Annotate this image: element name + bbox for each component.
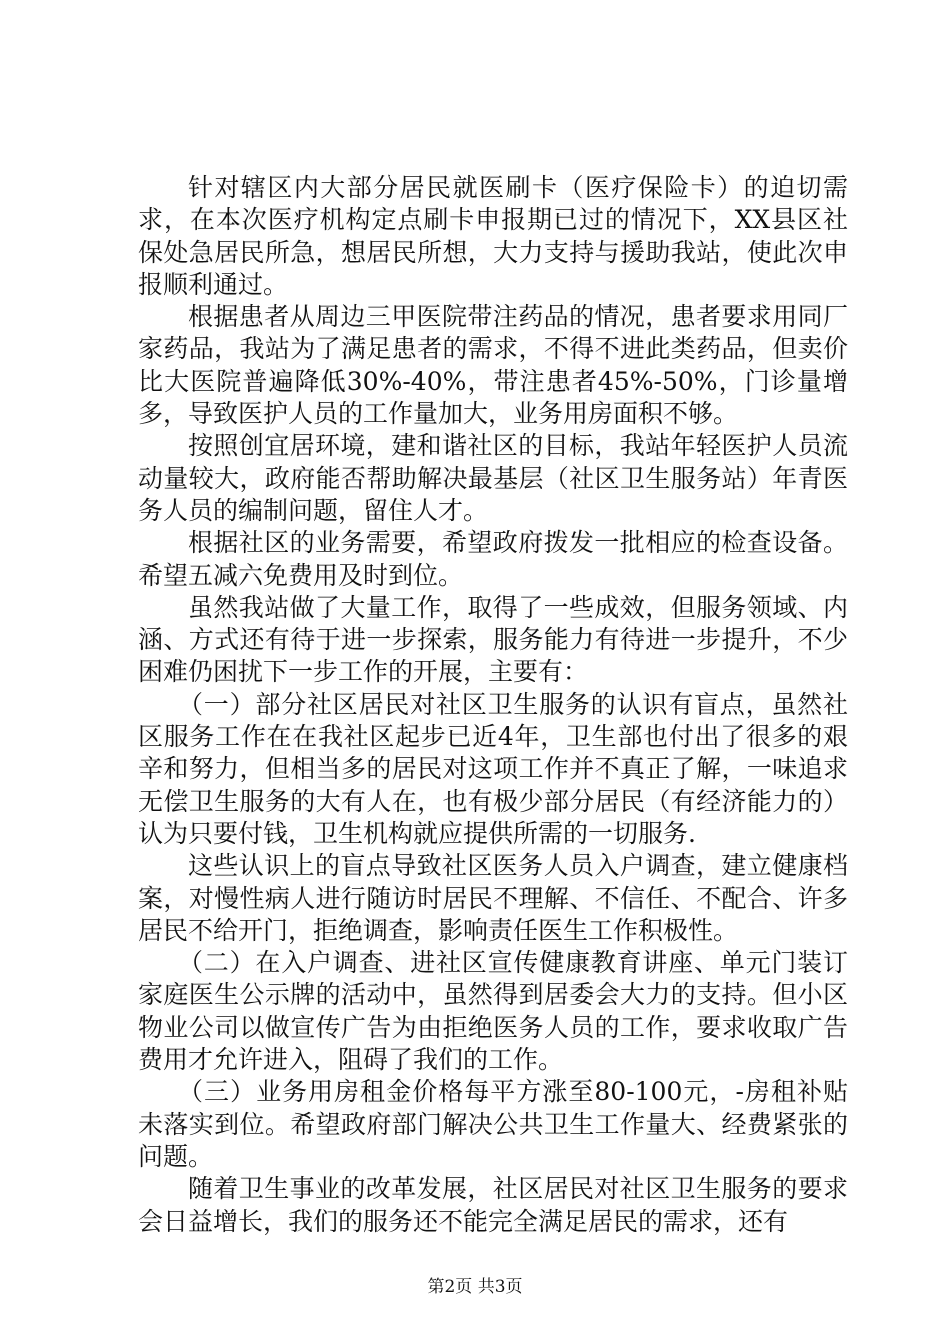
paragraph-drug-supply: 根据患者从周边三甲医院带注药品的情况，患者要求用同厂家药品，我站为了满足患者的需求，不得不进此类药品，但卖价比大医院普遍降低30%-40%，带注患者45%-50%，门诊量增多，导致医护人员的工作量加大，业务用房面积不够。 [138,302,848,429]
page-number-footer: 第2页 共3页 [427,1277,523,1297]
document-body [138,172,848,1238]
paragraph-difficulty-1-impact: 这些认识上的盲点导致社区医务人员入户调查，建立健康档案，对慢性病人进行随访时居民不理解、不信任、不配合、许多居民不给开门，拒绝调查，影响责任医生工作积极性。 [138,851,848,945]
paragraph-staffing: 按照创宜居环境，建和谐社区的目标，我站年轻医护人员流动量较大，政府能否帮助解决最基层（社区卫生服务站）年青医务人员的编制问题，留住人才。 [138,431,848,525]
paragraph-equipment: 根据社区的业务需要，希望政府拨发一批相应的检查设备。希望五减六免费用及时到位。 [138,528,848,590]
paragraph-difficulties-intro: 虽然我站做了大量工作，取得了一些成效，但服务领域、内涵、方式还有待于进一步探索，服务能力有待进一步提升，不少困难仍困扰下一步工作的开展，主要有： [138,592,848,687]
paragraph-difficulty-3: （三）业务用房租金价格每平方涨至80-100元，-房租补贴未落实到位。希望政府部门解决公共卫生工作量大、经费紧张的问题。 [138,1077,848,1171]
paragraph-difficulty-2: （二）在入户调查、进社区宣传健康教育讲座、单元门装订家庭医生公示牌的活动中，虽然得到居委会大力的支持。但小区物业公司以做宣传广告为由拒绝医务人员的工作，要求收取广告费用才允许进入，阻碍了我们的工作。 [138,948,848,1075]
paragraph-card-application: 针对辖区内大部分居民就医刷卡（医疗保险卡）的迫切需求，在本次医疗机构定点刷卡申报期已过的情况下，XX县区社保处急居民所急，想居民所想，大力支持与援助我站，使此次申报顺利通过。 [138,173,848,299]
paragraph-outlook: 随着卫生事业的改革发展，社区居民对社区卫生服务的要求会日益增长，我们的服务还不能完全满足居民的需求，还有 [138,1174,848,1236]
paragraph-difficulty-1: （一）部分社区居民对社区卫生服务的认识有盲点，虽然社区服务工作在在我社区起步已近4年，卫生部也付出了很多的艰辛和努力，但相当多的居民对这项工作并不真正了解，一味追求无偿卫生服务的大有人在，也有极少部分居民（有经济能力的）认为只要付钱，卫生机构就应提供所需的一切服务. [138,689,848,848]
